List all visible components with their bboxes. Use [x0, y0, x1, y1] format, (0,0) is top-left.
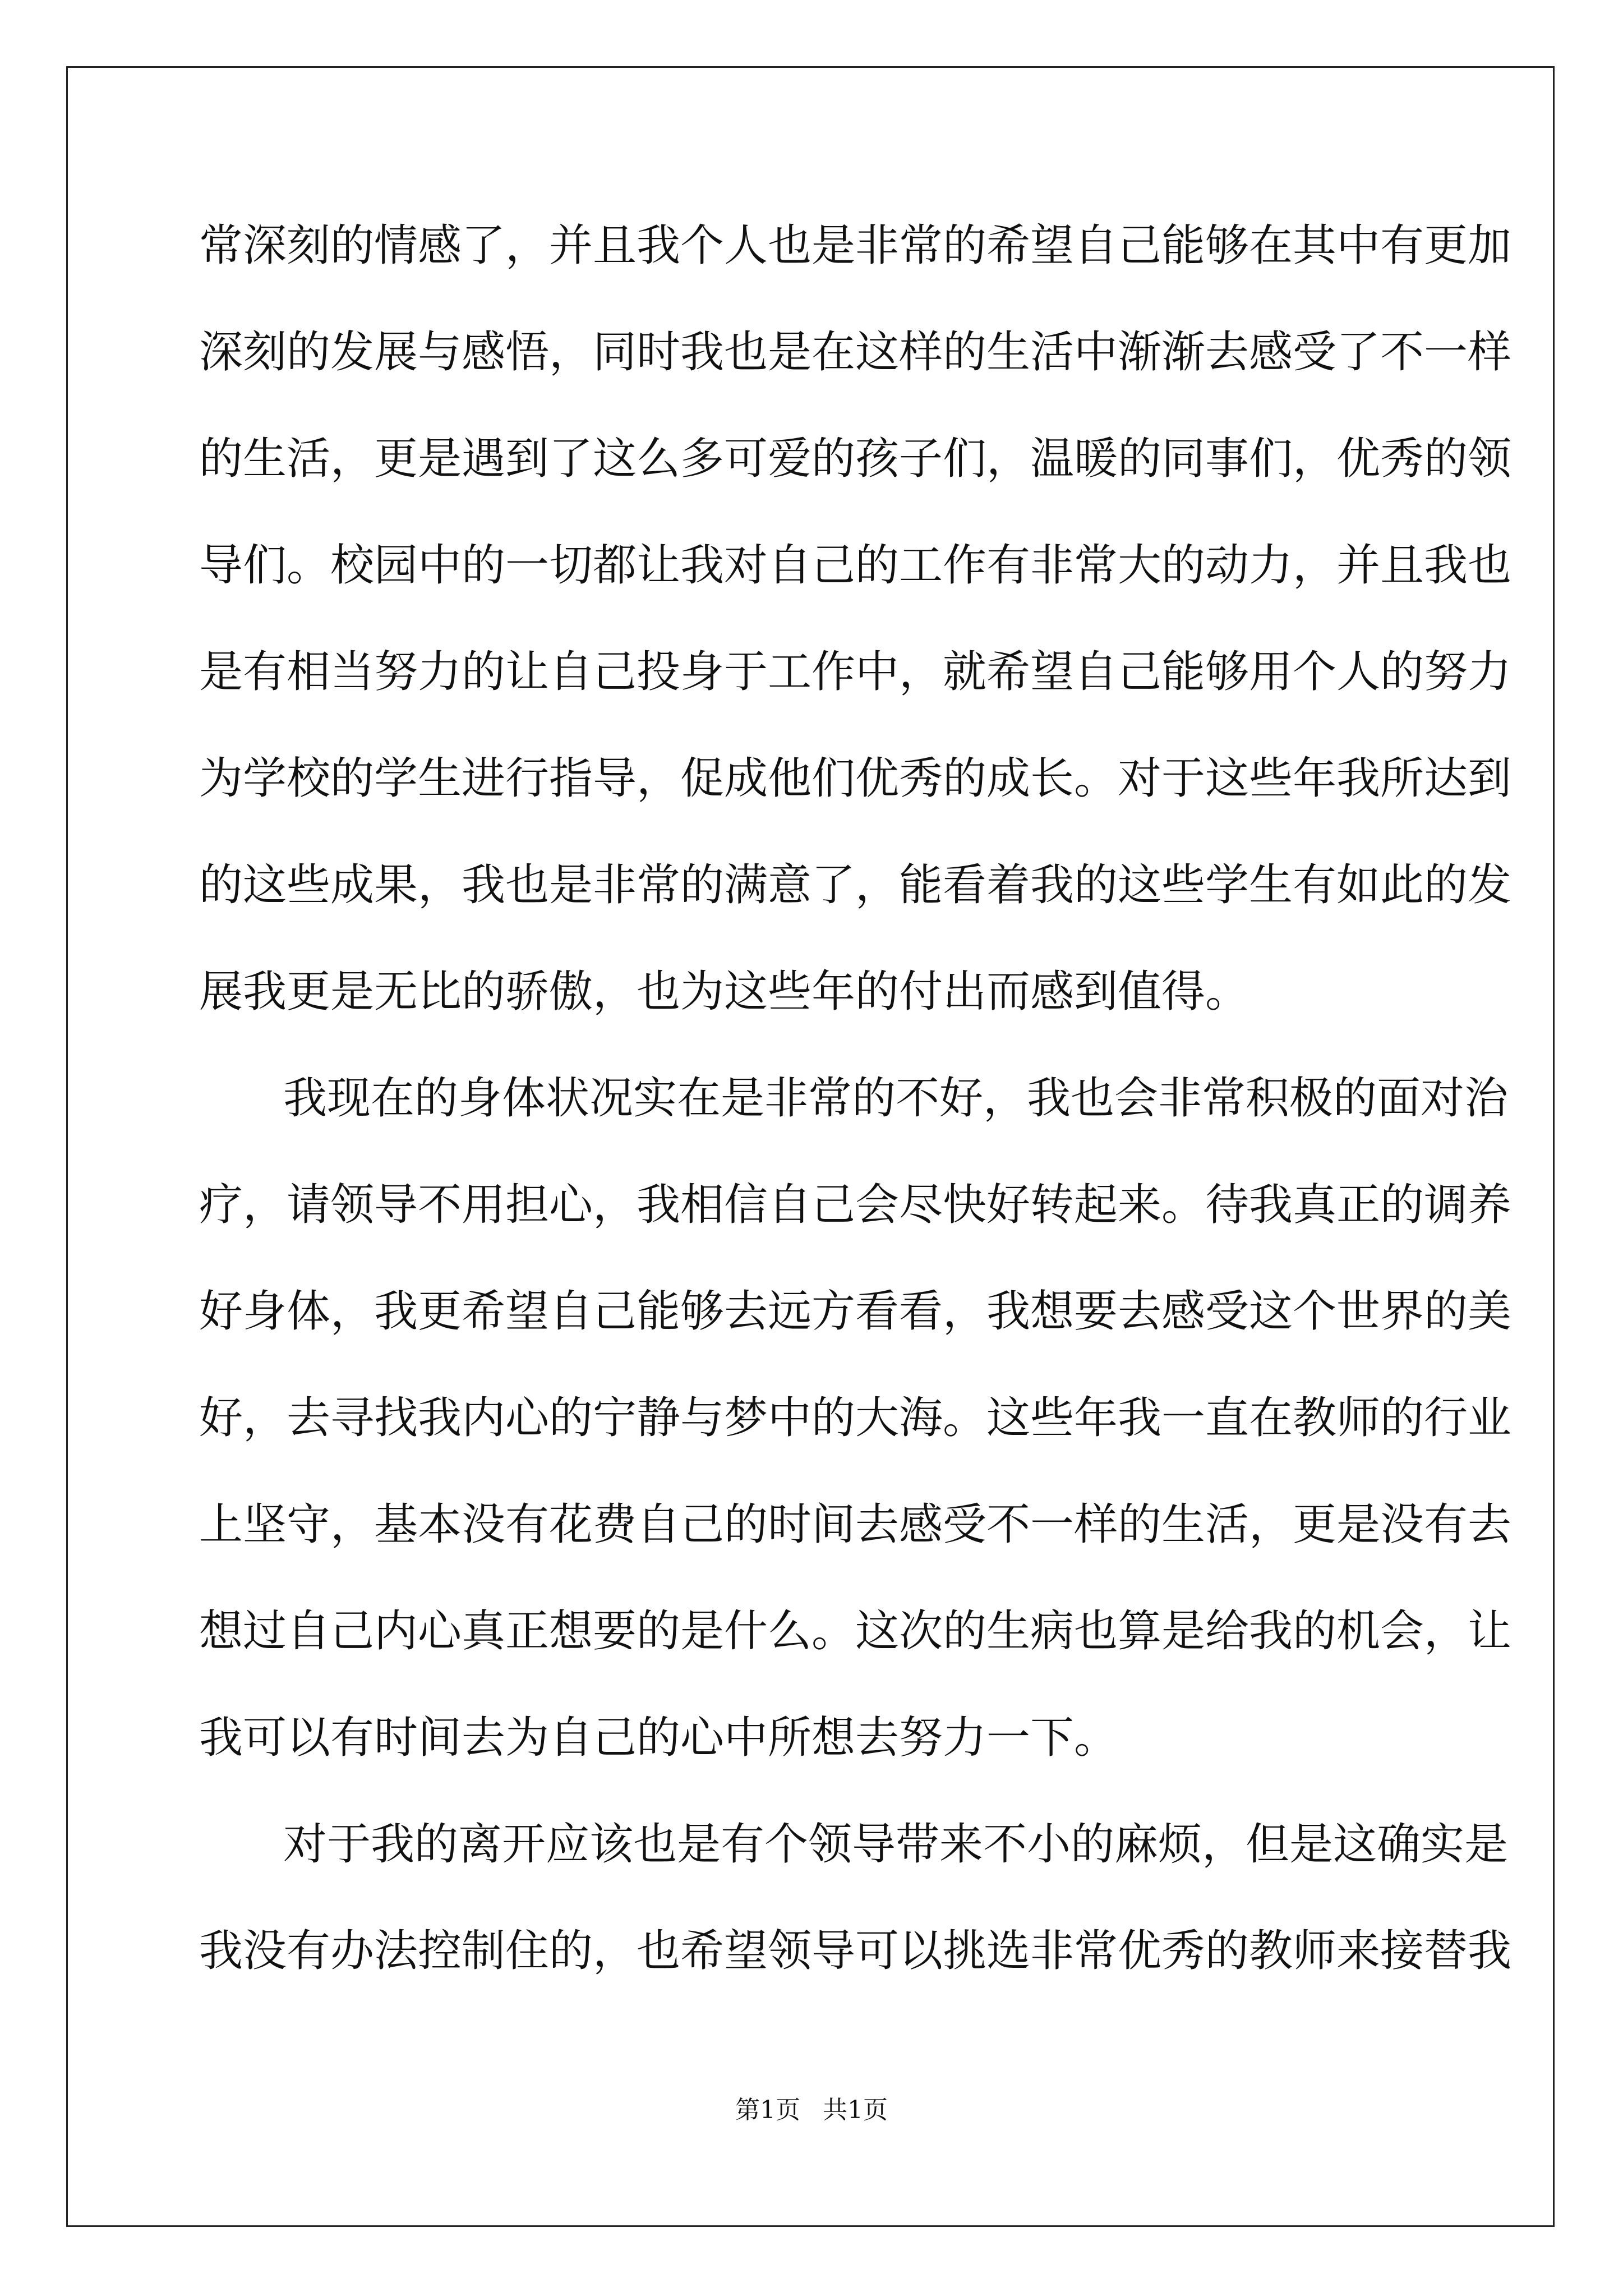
- text-line: 疗，请领导不用担心，我相信自己会尽快好转起来。待我真正的调养: [199, 1180, 1512, 1230]
- page-footer: [0, 2093, 1623, 2127]
- text-line: 好身体，我更希望自己能够去远方看看，我想要去感受这个世界的美: [199, 1286, 1512, 1337]
- text-line: 为学校的学生进行指导，促成他们优秀的成长。对于这些年我所达到: [199, 753, 1512, 804]
- paragraph-start-line: 对于我的离开应该也是有个领导带来不小的麻烦，但是这确实是: [283, 1819, 1509, 1870]
- text-line: 的生活，更是遇到了这么多可爱的孩子们，温暖的同事们，优秀的领: [199, 434, 1512, 484]
- text-line: 上坚守，基本没有花费自己的时间去感受不一样的生活，更是没有去: [199, 1499, 1512, 1550]
- text-line: 我没有办法控制住的，也希望领导可以挑选非常优秀的教师来接替我: [199, 1926, 1512, 1976]
- paragraph-start-line: 我现在的身体状况实在是非常的不好，我也会非常积极的面对治: [283, 1073, 1509, 1124]
- text-line: 深刻的发展与感悟，同时我也是在这样的生活中渐渐去感受了不一样: [199, 327, 1512, 378]
- text-line: 想过自己内心真正想要的是什么。这次的生病也算是给我的机会，让: [199, 1606, 1512, 1657]
- text-line: 导们。校园中的一切都让我对自己的工作有非常大的动力，并且我也: [199, 540, 1512, 591]
- text-line: 是有相当努力的让自己投身于工作中，就希望自己能够用个人的努力: [199, 647, 1512, 697]
- text-line: 常深刻的情感了，并且我个人也是非常的希望自己能够在其中有更加: [199, 220, 1512, 271]
- text-line: 我可以有时间去为自己的心中所想去努力一下。: [199, 1713, 1118, 1763]
- text-line: 好，去寻找我内心的宁静与梦中的大海。这些年我一直在教师的行业: [199, 1393, 1512, 1443]
- document-body: [199, 215, 1512, 2027]
- page-number: 第1页: [735, 2096, 800, 2124]
- text-line: 的这些成果，我也是非常的满意了，能看着我的这些学生有如此的发: [199, 860, 1512, 910]
- page-total: 共1页: [823, 2096, 888, 2124]
- text-line: 展我更是无比的骄傲，也为这些年的付出而感到值得。: [199, 967, 1249, 1017]
